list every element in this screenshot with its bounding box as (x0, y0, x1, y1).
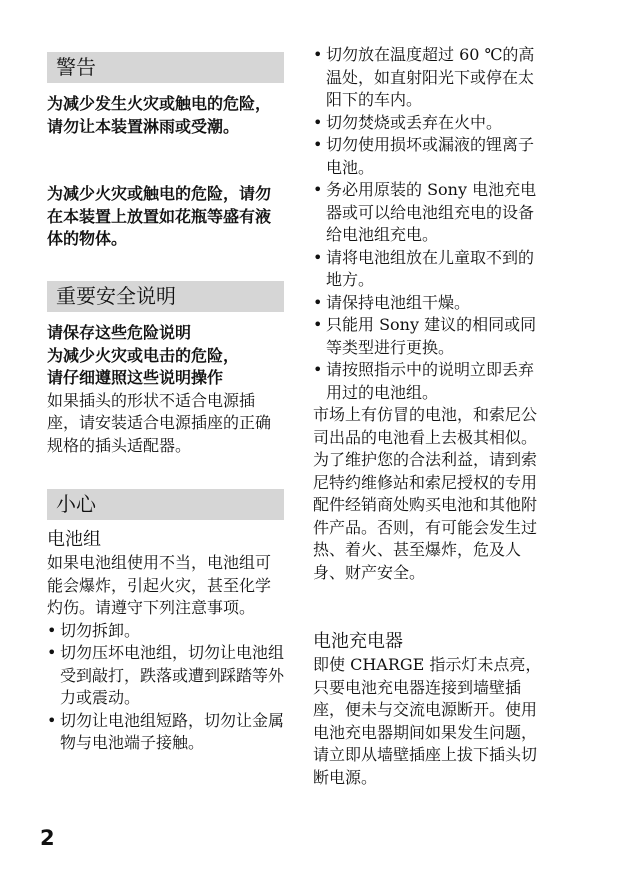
warning-text-2: 为减少火灾或触电的危险，请勿在本装置上放置如花瓶等盛有液体的物体。 (47, 184, 272, 248)
list-item: • 切勿压坏电池组，切勿让电池组受到敲打，跌落或遭到踩踏等外力或震动。 (47, 642, 285, 710)
charger-paragraph: 即使 CHARGE 指示灯未点亮，只要电池充电器连接到墙壁插座，便未与交流电源断开。使用电池充电器期间如果发生问题，请立即从墙壁插座上拔下插头切断电源。 (313, 655, 542, 787)
counterfeit-paragraph: 市场上有仿冒的电池，和索尼公司出品的电池看上去极其相似。为了维护您的合法利益，请到索尼特约维修站和索尼授权的专用配件经销商处购买电池和其他附件产品。否则，有可能会发生过热、着火、甚至爆炸，危及人身、财产安全。 (313, 405, 538, 582)
safety-bold-line-3: 请仔细遵照这些说明操作 (47, 368, 224, 387)
battery-subheading: 电池组 (47, 529, 101, 550)
safety-block (47, 322, 285, 457)
list-item: • 切勿让电池组短路，切勿让金属物与电池端子接触。 (47, 710, 285, 755)
list-item: • 切勿使用损坏或漏液的锂离子电池。 (313, 134, 543, 179)
warning-text-1: 为减少发生火灾或触电的危险，请勿让本装置淋雨或受潮。 (47, 94, 272, 136)
warning-block-2 (47, 183, 285, 251)
list-item: • 务必用原装的 Sony 电池充电器或可以给电池组充电的设备给电池组充电。 (313, 179, 543, 247)
list-item: • 切勿放在温度超过 60 ℃的高温处，如直射阳光下或停在太阳下的车内。 (313, 44, 543, 112)
list-item: • 切勿拆卸。 (47, 620, 285, 643)
battery-bullet-list (47, 620, 285, 755)
warning-heading: 警告 (47, 52, 284, 83)
battery-bullet-list-continued (313, 44, 543, 404)
right-block (313, 44, 543, 584)
battery-paragraph: 如果电池组使用不当，电池组可能会爆炸，引起火灾，甚至化学灼伤。请遵守下列注意事项。 (47, 553, 272, 617)
list-item: • 只能用 Sony 建议的相同或同等类型进行更换。 (313, 314, 543, 359)
safety-bold-line-2: 为减少火灾或电击的危险， (47, 345, 240, 365)
warning-block (47, 93, 285, 138)
charger-subheading: 电池充电器 (313, 631, 403, 652)
list-item: • 请将电池组放在儿童取不到的地方。 (313, 247, 543, 292)
caution-heading: 小心 (47, 489, 284, 520)
charger-block (313, 630, 543, 789)
safety-paragraph: 如果插头的形状不适合电源插座，请安装适合电源插座的正确规格的插头适配器。 (47, 390, 272, 455)
list-item: • 请按照指示中的说明立即丢弃用过的电池组。 (313, 359, 543, 404)
safety-heading: 重要安全说明 (47, 281, 284, 312)
page-number: 2 (40, 826, 55, 850)
caution-block (47, 528, 285, 755)
list-item: • 切勿焚烧或丢弃在火中。 (313, 112, 543, 135)
list-item: • 请保持电池组干燥。 (313, 292, 543, 315)
safety-bold-line-1: 请保存这些危险说明 (47, 323, 192, 342)
